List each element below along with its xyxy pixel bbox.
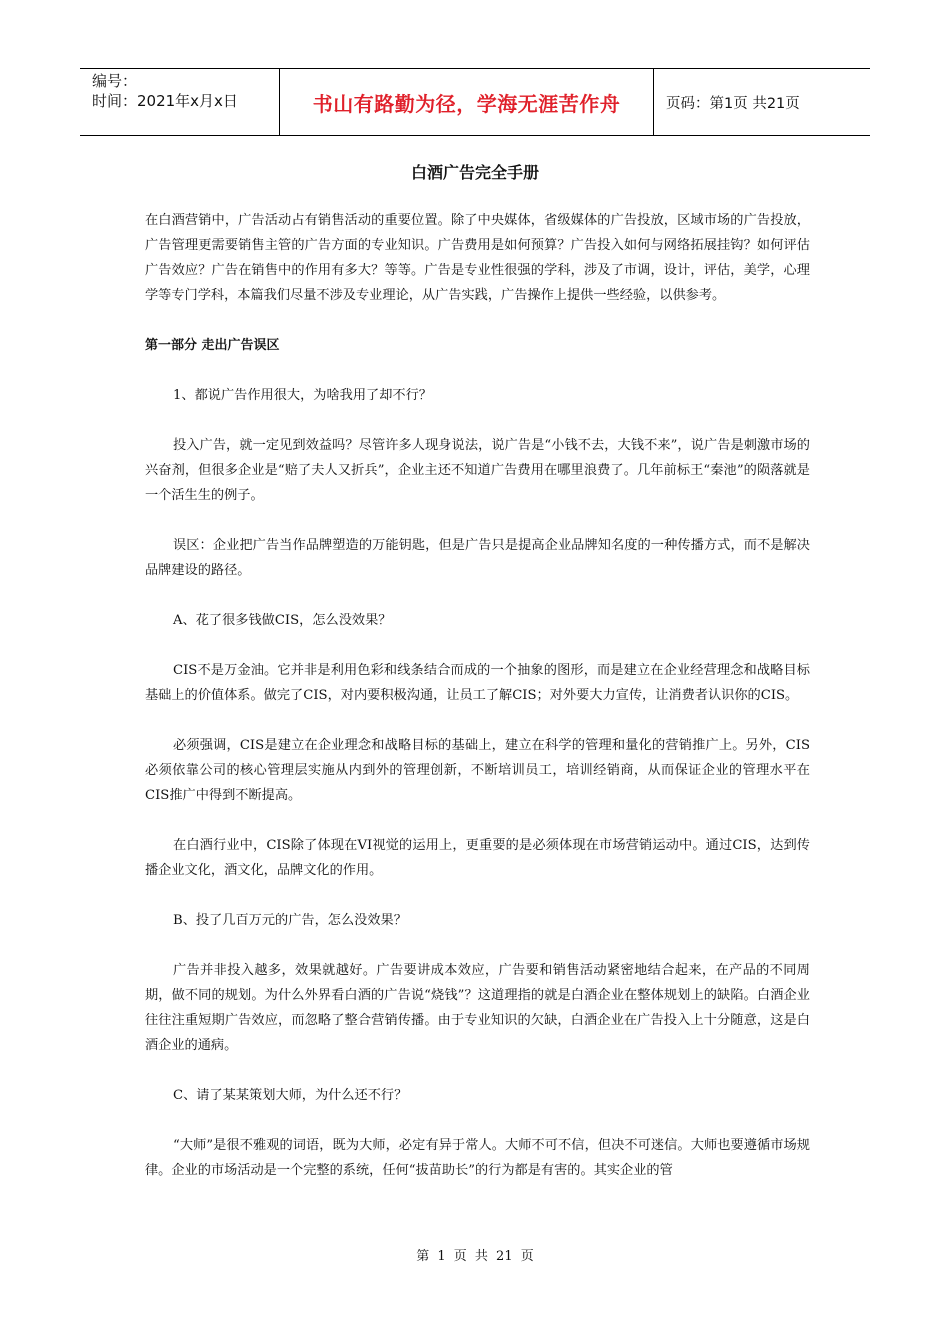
body-paragraph: “大师”是很不雅观的词语，既为大师，必定有异于常人。大师不可不信，但决不可迷信。大师也要遵循市场规律。企业的市场活动是一个完整的系统，任何“拔苗助长”的行为都是有害的。其实企业的管 [145, 1138, 810, 1178]
body-paragraph: 在白酒行业中，CIS除了体现在VI视觉的运用上，更重要的是必须体现在市场营销运动中。通过CIS，达到传播企业文化，酒文化，品牌文化的作用。 [145, 838, 810, 878]
intro-paragraph: 在白酒营销中，广告活动占有销售活动的重要位置。除了中央媒体，省级媒体的广告投放，区域市场的广告投放，广告管理更需要销售主管的广告方面的专业知识。广告费用是如何预算？广告投入如何与网络拓展挂钩？如何评估广告效应？广告在销售中的作用有多大？等等。广告是专业性很强的学科，涉及了市调，设计，评估，美学，心理学等专门学科，本篇我们尽量不涉及专业理论，从广告实践，广告操作上提供一些经验，以供参考。 [145, 213, 810, 303]
body-paragraph: CIS不是万金油。它并非是利用色彩和线条结合而成的一个抽象的图形，而是建立在企业经营理念和战略目标基础上的价值体系。做完了CIS，对内要积极沟通，让员工了解CIS；对外要大力宣传，让消费者认识你的CIS。 [145, 663, 810, 703]
section-heading: 第一部分 走出广告误区 [145, 338, 280, 353]
subquestion-heading: C、请了某某策划大师，为什么还不行？ [173, 1088, 408, 1103]
body-paragraph: 误区：企业把广告当作品牌塑造的万能钥匙，但是广告只是提高企业品牌知名度的一种传播方式，而不是解决品牌建设的路径。 [145, 538, 810, 578]
document-body [145, 208, 810, 1208]
subquestion-heading: B、投了几百万元的广告，怎么没效果？ [173, 913, 407, 928]
document-title: 白酒广告完全手册 [410, 163, 539, 182]
body-paragraph: 广告并非投入越多，效果就越好。广告要讲成本效应，广告要和销售活动紧密地结合起来，在产品的不同周期，做不同的规划。为什么外界看白酒的广告说“烧钱”？这道理指的就是白酒企业在整体规划上的缺陷。白酒企业往往注重短期广告效应，而忽略了整合营销传播。由于专业知识的欠缺，白酒企业在广告投入上十分随意，这是白酒企业的通病。 [145, 963, 810, 1053]
subquestion-heading: A、花了很多钱做CIS，怎么没效果？ [173, 613, 392, 628]
header-meta [80, 69, 280, 135]
page-header [80, 68, 870, 136]
header-page-info: 页码：第1页 共21页 [666, 95, 800, 112]
page-footer: 第 1 页 共 21 页 [416, 1249, 534, 1264]
body-paragraph: 投入广告，就一定见到效益吗？尽管许多人现身说法，说广告是“小钱不去，大钱不来”，说广告是刺激市场的兴奋剂，但很多企业是“赔了夫人又折兵”，企业主还不知道广告费用在哪里浪费了。几年前标王“秦池”的陨落就是一个活生生的例子。 [145, 438, 810, 503]
document-number-label: 编号： [92, 72, 138, 90]
body-paragraph: 必须强调，CIS是建立在企业理念和战略目标的基础上，建立在科学的管理和量化的营销推广上。另外，CIS必须依靠公司的核心管理层实施从内到外的管理创新，不断培训员工，培训经销商，从而保证企业的管理水平在CIS推广中得到不断提高。 [145, 738, 810, 803]
document-time-label: 时间：2021年x月x日 [92, 92, 238, 110]
header-motto: 书山有路勤为径，学海无涯苦作舟 [280, 69, 654, 135]
question-heading: 1、都说广告作用很大，为啥我用了却不行？ [173, 388, 432, 403]
